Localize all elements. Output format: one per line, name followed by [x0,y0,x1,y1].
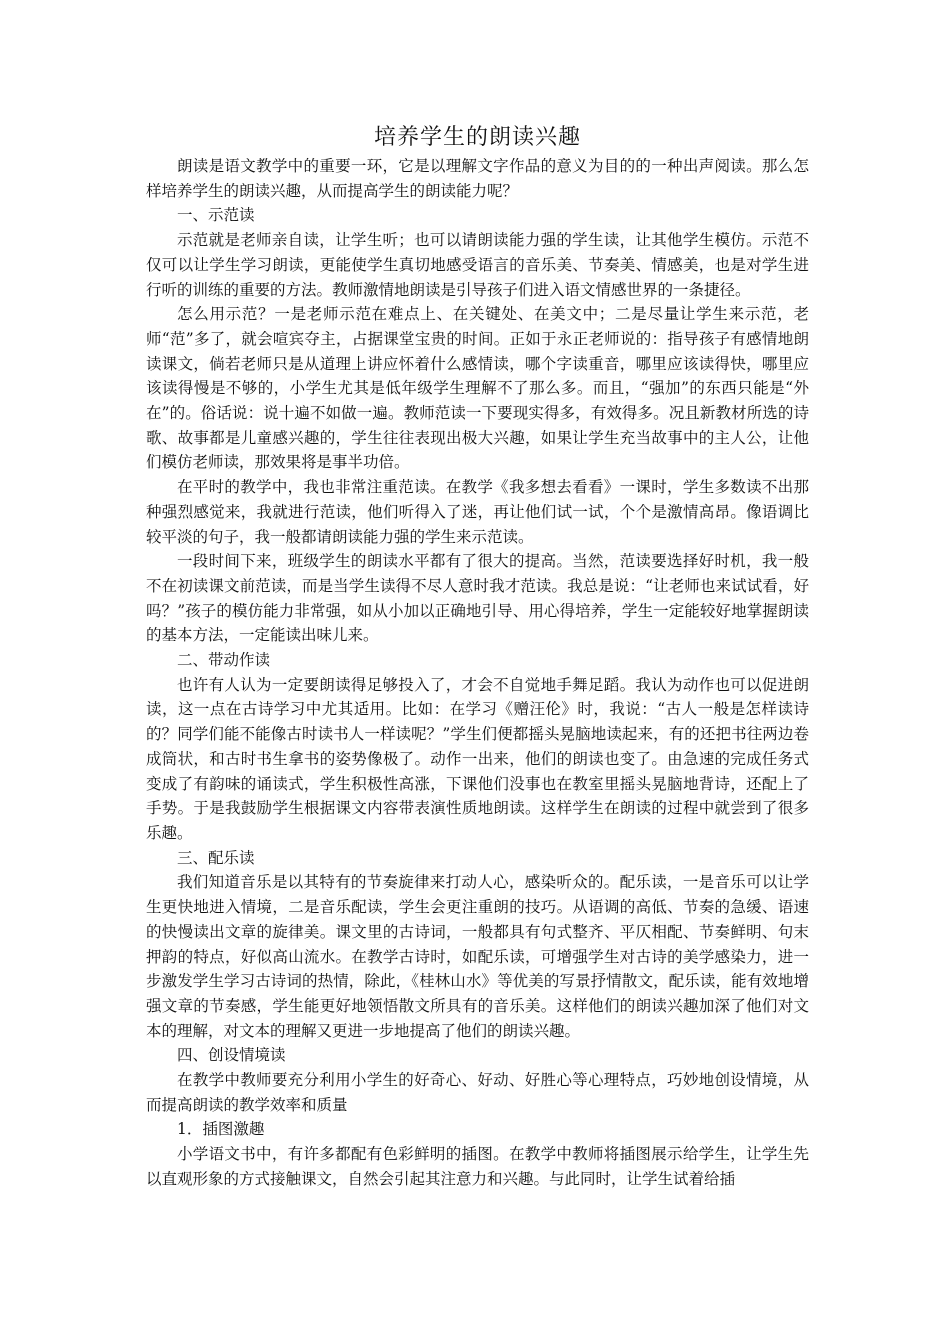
document-body [146,124,809,1192]
section-heading-4: 四、创设情境读 [177,1046,286,1065]
body-paragraph: 也许有人认为一定要朗读得足够投入了，才会不自觉地手舞足蹈。我认为动作也可以促进朗读，这一点在古诗学习中尤其适用。比如：在学习《赠汪伦》时，我说：“古人一般是怎样读诗的？同学们能不能像古时读书人一样读呢？”学生们便都摇头晃脑地读起来，有的还把书往两边卷成筒状，和古时书生拿书的姿势像极了。动作一出来，他们的朗读也变了。由急速的完成任务式变成了有韵味的诵读式，学生积极性高涨，下课他们没事也在教室里摇头晃脑地背诗，还配上了手势。于是我鼓励学生根据课文内容带表演性质地朗读。这样学生在朗读的过程中就尝到了很多乐趣。 [146,675,809,842]
body-paragraph: 在平时的教学中，我也非常注重范读。在教学《我多想去看看》一课时，学生多数读不出那种强烈感觉来，我就进行范读，他们听得入了迷，再让他们试一试，个个是激情高昂。像语调比较平淡的句子，我一般都请朗读能力强的学生来示范读。 [146,478,809,546]
section-heading-1: 一、示范读 [177,206,255,225]
body-paragraph: 在教学中教师要充分利用小学生的好奇心、好动、好胜心等心理特点，巧妙地创设情境，从而提高朗读的教学效率和质量 [146,1071,809,1114]
document-title: 培养学生的朗读兴趣 [373,125,581,150]
body-paragraph: 怎么用示范？一是老师示范在难点上、在关键处、在美文中；二是尽量让学生来示范，老师“范”多了，就会喧宾夺主，占据课堂宝贵的时间。正如于永正老师说的：指导孩子有感情地朗读课文，倘若老师只是从道理上讲应怀着什么感情读，哪个字读重音，哪里应该读得快，哪里应该读得慢是不够的，小学生尤其是低年级学生理解不了那么多。而且，“强加”的东西只能是“外在”的。俗话说：说十遍不如做一遍。教师范读一下要现实得多，有效得多。况且新教材所选的诗歌、故事都是儿童感兴趣的，学生往往表现出极大兴趣，如果让学生充当故事中的主人公，让他们模仿老师读，那效果将是事半功倍。 [146,305,809,472]
section-heading-3: 三、配乐读 [177,848,255,867]
subsection-heading-1: 1．插图激趣 [177,1120,265,1139]
section-heading-2: 二、带动作读 [177,651,271,670]
body-paragraph: 我们知道音乐是以其特有的节奏旋律来打动人心，感染听众的。配乐读，一是音乐可以让学生更快地进入情境，二是音乐配读，学生会更注重朗的技巧。从语调的高低、节奏的急缓、语速的快慢读出文章的旋律美。课文里的古诗词，一般都具有句式整齐、平仄相配、节奏鲜明、句末押韵的特点，好似高山流水。在教学古诗时，如配乐读，可增强学生对古诗的美学感染力，进一步激发学生学习古诗词的热情，除此，《桂林山水》等优美的写景抒情散文，配乐读，能有效地增强文章的节奏感，学生能更好地领悟散文所具有的音乐美。这样他们的朗读兴趣加深了他们对文本的理解，对文本的理解又更进一步地提高了他们的朗读兴趣。 [146,873,809,1040]
body-paragraph: 示范就是老师亲自读，让学生听；也可以请朗读能力强的学生读，让其他学生模仿。示范不仅可以让学生学习朗读，更能使学生真切地感受语言的音乐美、节奏美、情感美，也是对学生进行听的训练的重要的方法。教师激情地朗读是引导孩子们进入语文情感世界的一条捷径。 [146,231,809,299]
intro-paragraph: 朗读是语文教学中的重要一环，它是以理解文字作品的意义为目的的一种出声阅读。那么怎样培养学生的朗读兴趣，从而提高学生的朗读能力呢？ [146,157,809,200]
body-paragraph: 小学语文书中，有许多都配有色彩鲜明的插图。在教学中教师将插图展示给学生，让学生先以直观形象的方式接触课文，自然会引起其注意力和兴趣。与此同时，让学生试着给插 [146,1145,809,1188]
body-paragraph: 一段时间下来，班级学生的朗读水平都有了很大的提高。当然，范读要选择好时机，我一般不在初读课文前范读，而是当学生读得不尽人意时我才范读。我总是说：“让老师也来试试看，好吗？”孩子的模仿能力非常强，如从小加以正确地引导、用心得培养，学生一定能较好地掌握朗读的基本方法，一定能读出味儿来。 [146,552,809,645]
